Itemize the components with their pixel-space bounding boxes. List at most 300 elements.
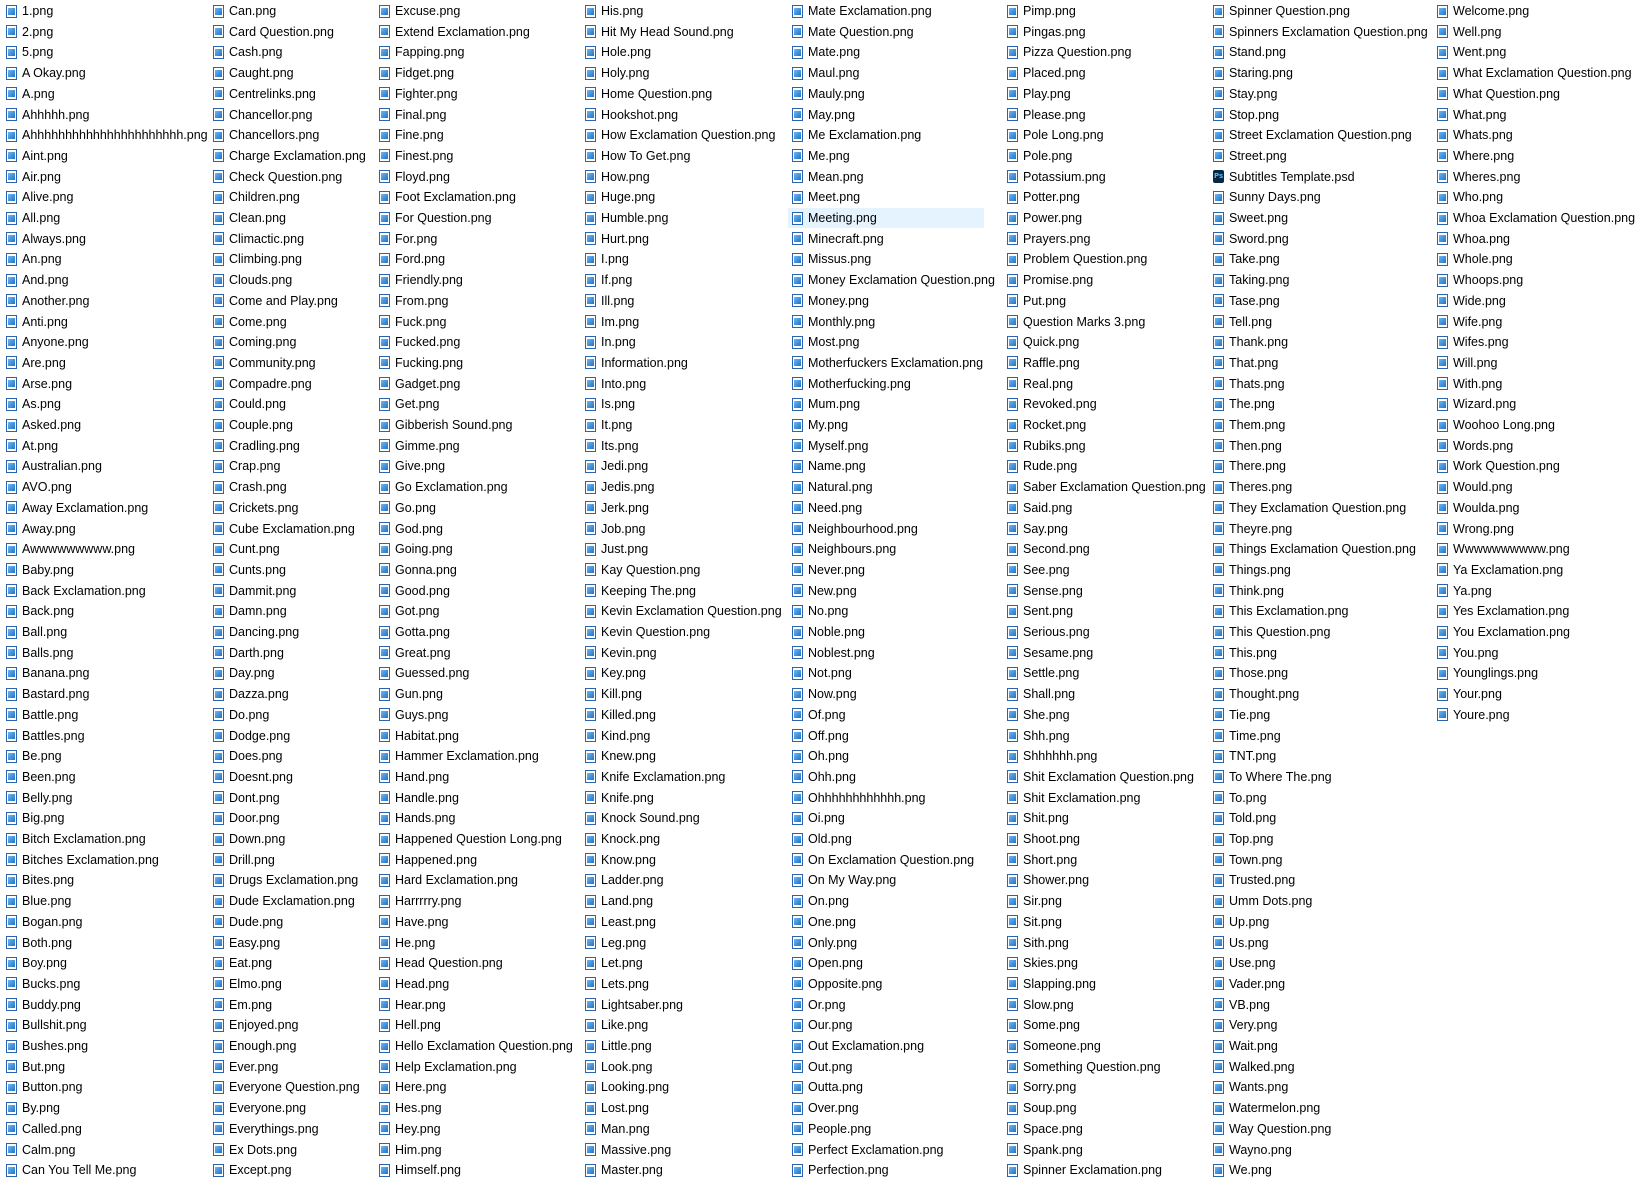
- file-item[interactable]: [209, 891, 369, 911]
- file-item[interactable]: [2, 643, 203, 663]
- file-item[interactable]: [209, 1098, 369, 1118]
- file-item[interactable]: [2, 1077, 203, 1097]
- file-item[interactable]: [375, 643, 575, 663]
- file-item[interactable]: [2, 788, 203, 808]
- file-item[interactable]: [375, 767, 575, 787]
- file-item[interactable]: [375, 912, 575, 932]
- file-item[interactable]: [581, 953, 782, 973]
- file-item[interactable]: [209, 63, 369, 83]
- file-item[interactable]: [2, 1, 203, 21]
- file-item[interactable]: [1433, 622, 1589, 642]
- file-item[interactable]: [581, 1077, 782, 1097]
- file-item[interactable]: [788, 933, 984, 953]
- file-item[interactable]: [2, 581, 203, 601]
- file-item[interactable]: [209, 125, 369, 145]
- file-item[interactable]: [375, 850, 575, 870]
- file-item[interactable]: [1209, 1140, 1427, 1160]
- file-item[interactable]: [209, 870, 369, 890]
- file-item[interactable]: [581, 291, 782, 311]
- file-item[interactable]: [1209, 1160, 1427, 1180]
- file-item[interactable]: [2, 187, 203, 207]
- file-item[interactable]: [1003, 953, 1203, 973]
- file-item[interactable]: [2, 125, 208, 145]
- file-item[interactable]: [375, 436, 575, 456]
- file-item[interactable]: [375, 353, 575, 373]
- file-item[interactable]: [788, 291, 984, 311]
- file-item[interactable]: [788, 746, 984, 766]
- file-item[interactable]: [1433, 684, 1589, 704]
- file-item[interactable]: [581, 891, 782, 911]
- file-item[interactable]: [1003, 1160, 1203, 1180]
- file-item[interactable]: [375, 1140, 575, 1160]
- file-item[interactable]: [581, 870, 782, 890]
- file-item[interactable]: [375, 270, 575, 290]
- file-item[interactable]: [788, 22, 984, 42]
- file-item[interactable]: [788, 581, 984, 601]
- file-item[interactable]: [2, 912, 203, 932]
- file-item[interactable]: [581, 84, 782, 104]
- file-item[interactable]: [375, 539, 575, 559]
- file-item[interactable]: [788, 829, 984, 849]
- file-item[interactable]: [2, 394, 203, 414]
- file-item[interactable]: [581, 1036, 782, 1056]
- file-item[interactable]: [1209, 622, 1427, 642]
- file-item[interactable]: [1003, 643, 1203, 663]
- file-item[interactable]: [581, 1015, 782, 1035]
- file-item[interactable]: [209, 312, 369, 332]
- file-item[interactable]: [1003, 146, 1203, 166]
- file-item[interactable]: [788, 477, 984, 497]
- file-item[interactable]: [375, 560, 575, 580]
- file-item[interactable]: [209, 167, 369, 187]
- file-item[interactable]: [209, 1015, 369, 1035]
- file-item[interactable]: [1433, 1, 1589, 21]
- file-item[interactable]: [209, 477, 369, 497]
- file-item[interactable]: [375, 974, 575, 994]
- file-item[interactable]: [375, 788, 575, 808]
- file-item[interactable]: [2, 436, 203, 456]
- file-item[interactable]: [1209, 601, 1427, 621]
- file-item[interactable]: [2, 208, 203, 228]
- file-item[interactable]: [1003, 249, 1203, 269]
- file-item[interactable]: [1209, 291, 1427, 311]
- file-item[interactable]: [1433, 291, 1589, 311]
- file-item[interactable]: [581, 498, 782, 518]
- file-item[interactable]: [788, 105, 984, 125]
- file-item[interactable]: [1209, 477, 1427, 497]
- file-item[interactable]: [1003, 746, 1203, 766]
- file-item[interactable]: [1003, 1015, 1203, 1035]
- file-item[interactable]: [581, 1057, 782, 1077]
- file-item[interactable]: [788, 1015, 984, 1035]
- file-item[interactable]: [2, 1015, 203, 1035]
- file-item[interactable]: [788, 1098, 984, 1118]
- file-item[interactable]: [375, 829, 575, 849]
- file-item[interactable]: [788, 187, 984, 207]
- file-item[interactable]: [1003, 498, 1203, 518]
- file-item[interactable]: [788, 560, 984, 580]
- file-item[interactable]: [375, 808, 575, 828]
- file-item[interactable]: [788, 850, 984, 870]
- file-item[interactable]: [1433, 456, 1589, 476]
- file-item[interactable]: [788, 519, 984, 539]
- file-item[interactable]: [2, 84, 203, 104]
- file-item[interactable]: [209, 1, 369, 21]
- file-item[interactable]: [2, 726, 203, 746]
- file-item[interactable]: [1003, 477, 1206, 497]
- file-item[interactable]: [788, 498, 984, 518]
- file-item[interactable]: [375, 477, 575, 497]
- file-item[interactable]: [1433, 581, 1589, 601]
- file-item[interactable]: [209, 229, 369, 249]
- file-item[interactable]: [1003, 519, 1203, 539]
- file-item[interactable]: [209, 622, 369, 642]
- file-item[interactable]: [375, 291, 575, 311]
- file-item[interactable]: [2, 229, 203, 249]
- file-item[interactable]: [1003, 374, 1203, 394]
- file-item[interactable]: [209, 270, 369, 290]
- file-item[interactable]: [209, 912, 369, 932]
- file-item[interactable]: [1003, 353, 1203, 373]
- file-item[interactable]: [2, 1160, 203, 1180]
- file-item[interactable]: [1209, 663, 1427, 683]
- file-item[interactable]: [581, 767, 782, 787]
- file-item[interactable]: [1003, 84, 1203, 104]
- file-item[interactable]: [1433, 22, 1589, 42]
- file-item[interactable]: [1433, 415, 1589, 435]
- file-item[interactable]: [1209, 208, 1427, 228]
- file-item[interactable]: [1433, 705, 1589, 725]
- file-item[interactable]: [581, 22, 782, 42]
- file-item[interactable]: [1209, 187, 1427, 207]
- file-item[interactable]: [1433, 229, 1589, 249]
- file-item[interactable]: [209, 995, 369, 1015]
- file-item[interactable]: [788, 539, 984, 559]
- file-item[interactable]: [1433, 84, 1589, 104]
- file-item[interactable]: [581, 850, 782, 870]
- file-item[interactable]: [1209, 1015, 1427, 1035]
- file-item[interactable]: [1003, 850, 1203, 870]
- file-item[interactable]: [581, 705, 782, 725]
- file-item[interactable]: [1433, 105, 1589, 125]
- file-item[interactable]: [375, 208, 575, 228]
- file-item[interactable]: [209, 374, 369, 394]
- file-item[interactable]: [2, 1036, 203, 1056]
- file-item[interactable]: [581, 1140, 782, 1160]
- file-item[interactable]: [581, 560, 782, 580]
- file-item[interactable]: [581, 125, 782, 145]
- file-item[interactable]: [209, 1119, 369, 1139]
- file-item[interactable]: [375, 601, 575, 621]
- file-item[interactable]: [2, 22, 203, 42]
- file-item[interactable]: [581, 415, 782, 435]
- file-item[interactable]: [2, 167, 203, 187]
- file-item[interactable]: [375, 705, 575, 725]
- file-item[interactable]: [1003, 622, 1203, 642]
- file-item[interactable]: [581, 229, 782, 249]
- file-item[interactable]: [1433, 187, 1589, 207]
- file-item[interactable]: [1433, 601, 1589, 621]
- file-item[interactable]: [1003, 1140, 1203, 1160]
- file-item[interactable]: [581, 974, 782, 994]
- file-item[interactable]: [209, 705, 369, 725]
- file-item[interactable]: [1209, 788, 1427, 808]
- file-item[interactable]: [1433, 208, 1635, 228]
- file-item[interactable]: [375, 891, 575, 911]
- file-item[interactable]: [2, 746, 203, 766]
- file-item[interactable]: [209, 1140, 369, 1160]
- file-item[interactable]: [1209, 105, 1427, 125]
- file-item[interactable]: [2, 353, 203, 373]
- file-item[interactable]: [788, 808, 984, 828]
- file-item[interactable]: [1209, 560, 1427, 580]
- file-item[interactable]: [1433, 312, 1589, 332]
- file-item[interactable]: [1433, 125, 1589, 145]
- file-item[interactable]: [209, 146, 369, 166]
- file-item[interactable]: [581, 353, 782, 373]
- file-item[interactable]: [209, 105, 369, 125]
- file-item[interactable]: [1003, 1, 1203, 21]
- file-item[interactable]: [788, 953, 984, 973]
- file-item[interactable]: [209, 1036, 369, 1056]
- file-item[interactable]: [581, 167, 782, 187]
- file-item[interactable]: [375, 726, 575, 746]
- file-item[interactable]: [1209, 539, 1427, 559]
- file-item[interactable]: [788, 1160, 984, 1180]
- file-item[interactable]: [1209, 332, 1427, 352]
- file-item[interactable]: [788, 1036, 984, 1056]
- file-item[interactable]: [1209, 1, 1427, 21]
- file-item[interactable]: [788, 436, 984, 456]
- file-item[interactable]: [2, 477, 203, 497]
- file-item[interactable]: [209, 394, 369, 414]
- file-item[interactable]: [1003, 1057, 1203, 1077]
- file-item[interactable]: [581, 829, 782, 849]
- file-item[interactable]: [1209, 953, 1427, 973]
- file-item[interactable]: [1003, 539, 1203, 559]
- file-item[interactable]: [1209, 167, 1427, 187]
- file-item[interactable]: [581, 1119, 782, 1139]
- file-item[interactable]: [209, 1057, 369, 1077]
- file-item[interactable]: [2, 933, 203, 953]
- file-item[interactable]: [209, 746, 369, 766]
- file-item[interactable]: [209, 1077, 369, 1097]
- file-item[interactable]: [2, 601, 203, 621]
- file-item[interactable]: [209, 436, 369, 456]
- file-item[interactable]: [2, 332, 203, 352]
- file-item[interactable]: [788, 995, 984, 1015]
- file-item[interactable]: [375, 684, 575, 704]
- file-item[interactable]: [581, 684, 782, 704]
- file-item[interactable]: [1209, 353, 1427, 373]
- file-item[interactable]: [375, 312, 575, 332]
- file-item[interactable]: [788, 249, 984, 269]
- file-item[interactable]: [788, 974, 984, 994]
- file-item[interactable]: [1003, 767, 1203, 787]
- file-item[interactable]: [209, 850, 369, 870]
- file-item[interactable]: [2, 415, 203, 435]
- file-item[interactable]: [1003, 125, 1203, 145]
- file-item[interactable]: [375, 498, 575, 518]
- file-item[interactable]: [375, 146, 575, 166]
- file-item[interactable]: [788, 912, 984, 932]
- file-item[interactable]: [1003, 456, 1203, 476]
- file-item[interactable]: [1209, 125, 1427, 145]
- file-item[interactable]: [2, 1057, 203, 1077]
- file-item[interactable]: [1003, 208, 1203, 228]
- file-item[interactable]: [1209, 726, 1427, 746]
- file-item[interactable]: [375, 187, 575, 207]
- file-item[interactable]: [581, 1098, 782, 1118]
- file-item[interactable]: [581, 374, 782, 394]
- file-item[interactable]: [1003, 22, 1203, 42]
- file-item[interactable]: [1209, 829, 1427, 849]
- file-item[interactable]: [581, 581, 782, 601]
- file-item[interactable]: [209, 187, 369, 207]
- file-item[interactable]: [1209, 933, 1427, 953]
- file-item[interactable]: [581, 249, 782, 269]
- file-item[interactable]: [375, 394, 575, 414]
- file-item[interactable]: [788, 146, 984, 166]
- file-item[interactable]: [581, 622, 782, 642]
- file-item[interactable]: [2, 953, 203, 973]
- file-item[interactable]: [2, 622, 203, 642]
- file-item[interactable]: [1209, 312, 1427, 332]
- file-item[interactable]: [1003, 270, 1203, 290]
- file-item[interactable]: [209, 208, 369, 228]
- file-item[interactable]: [1209, 891, 1427, 911]
- file-item[interactable]: [788, 726, 984, 746]
- file-item[interactable]: [1209, 767, 1427, 787]
- file-item[interactable]: [1003, 870, 1203, 890]
- file-item[interactable]: [1003, 436, 1203, 456]
- file-item[interactable]: [1003, 291, 1203, 311]
- file-item[interactable]: [2, 870, 203, 890]
- file-item[interactable]: [375, 249, 575, 269]
- file-item[interactable]: [209, 353, 369, 373]
- file-item[interactable]: [209, 829, 369, 849]
- file-item[interactable]: [788, 1119, 984, 1139]
- file-item[interactable]: [1003, 560, 1203, 580]
- file-item[interactable]: [1433, 643, 1589, 663]
- file-item[interactable]: [788, 663, 984, 683]
- file-item[interactable]: [209, 788, 369, 808]
- file-item[interactable]: [1209, 436, 1427, 456]
- file-item[interactable]: [1003, 995, 1203, 1015]
- file-item[interactable]: [1433, 353, 1589, 373]
- file-item[interactable]: [1209, 912, 1427, 932]
- file-item[interactable]: [2, 1119, 203, 1139]
- file-item[interactable]: [788, 1077, 984, 1097]
- file-item[interactable]: [375, 1015, 575, 1035]
- file-item[interactable]: [581, 788, 782, 808]
- file-item[interactable]: [375, 125, 575, 145]
- file-item[interactable]: [209, 726, 369, 746]
- file-item[interactable]: [581, 436, 782, 456]
- file-item[interactable]: [209, 581, 369, 601]
- file-item[interactable]: [1433, 374, 1589, 394]
- file-item[interactable]: [1209, 249, 1427, 269]
- file-item[interactable]: [1433, 394, 1589, 414]
- file-item[interactable]: [581, 332, 782, 352]
- file-item[interactable]: [375, 456, 575, 476]
- file-item[interactable]: [788, 1, 984, 21]
- file-item[interactable]: [1209, 42, 1427, 62]
- file-item[interactable]: [1003, 1036, 1203, 1056]
- file-item[interactable]: [1209, 995, 1427, 1015]
- file-item[interactable]: [1209, 1119, 1427, 1139]
- file-item[interactable]: [209, 415, 369, 435]
- file-item[interactable]: [1209, 229, 1427, 249]
- file-item[interactable]: [2, 456, 203, 476]
- file-item[interactable]: [375, 1119, 575, 1139]
- file-item[interactable]: [375, 953, 575, 973]
- file-item[interactable]: [1003, 788, 1203, 808]
- file-item[interactable]: [581, 1, 782, 21]
- file-item[interactable]: [1209, 394, 1427, 414]
- file-item[interactable]: [788, 167, 984, 187]
- file-item[interactable]: [1209, 519, 1427, 539]
- file-item[interactable]: [1003, 1077, 1203, 1097]
- file-item[interactable]: [209, 560, 369, 580]
- file-item[interactable]: [1433, 560, 1589, 580]
- file-item[interactable]: [788, 312, 984, 332]
- file-item[interactable]: [788, 394, 984, 414]
- file-item[interactable]: [209, 663, 369, 683]
- file-item[interactable]: [1433, 249, 1589, 269]
- file-item[interactable]: [375, 1, 575, 21]
- file-item[interactable]: [1433, 477, 1589, 497]
- file-item[interactable]: [788, 705, 984, 725]
- file-item[interactable]: [788, 125, 984, 145]
- file-item[interactable]: [1003, 167, 1203, 187]
- file-item[interactable]: [2, 270, 203, 290]
- file-item[interactable]: [209, 291, 369, 311]
- file-item[interactable]: [375, 105, 575, 125]
- file-item[interactable]: [581, 208, 782, 228]
- file-item[interactable]: [581, 519, 782, 539]
- file-item[interactable]: [209, 953, 369, 973]
- file-item[interactable]: [209, 643, 369, 663]
- file-item[interactable]: [788, 622, 984, 642]
- file-item[interactable]: [375, 581, 575, 601]
- file-item[interactable]: [2, 105, 203, 125]
- file-item[interactable]: [1003, 581, 1203, 601]
- file-item[interactable]: [2, 1098, 203, 1118]
- file-item[interactable]: [2, 291, 203, 311]
- file-item[interactable]: [375, 1036, 575, 1056]
- file-item[interactable]: [788, 42, 984, 62]
- file-item[interactable]: [1433, 42, 1589, 62]
- file-item[interactable]: [1209, 456, 1427, 476]
- file-item[interactable]: [1003, 1098, 1203, 1118]
- file-item[interactable]: [2, 519, 203, 539]
- file-item[interactable]: [1003, 601, 1203, 621]
- file-item[interactable]: [581, 187, 782, 207]
- file-item[interactable]: [788, 84, 984, 104]
- file-item[interactable]: [581, 1160, 782, 1180]
- file-item[interactable]: [209, 519, 369, 539]
- file-item[interactable]: [1433, 270, 1589, 290]
- file-item[interactable]: [581, 312, 782, 332]
- file-item[interactable]: [2, 498, 203, 518]
- file-item[interactable]: [1433, 63, 1632, 83]
- file-item[interactable]: [209, 808, 369, 828]
- file-item[interactable]: [2, 808, 203, 828]
- file-item[interactable]: [788, 374, 984, 394]
- file-item[interactable]: [375, 1077, 575, 1097]
- file-item[interactable]: [2, 663, 203, 683]
